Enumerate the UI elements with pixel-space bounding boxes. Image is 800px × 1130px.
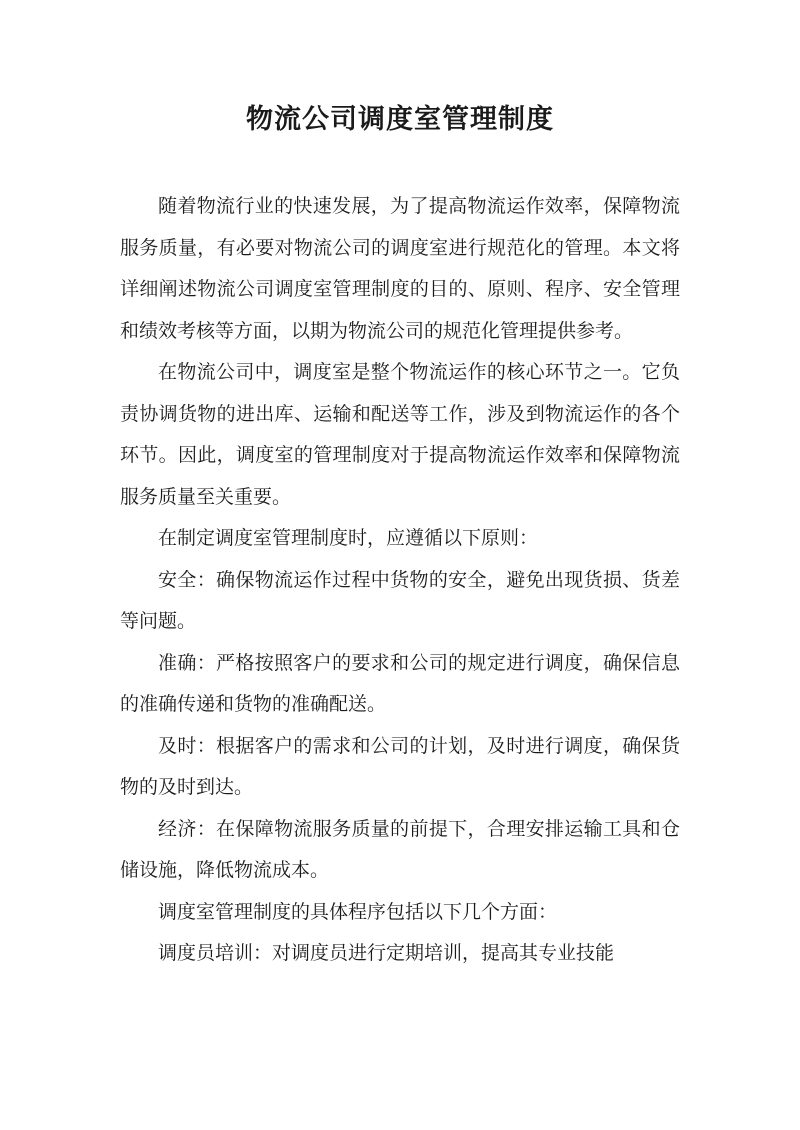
paragraph-role: 在物流公司中，调度室是整个物流运作的核心环节之一。它负责协调货物的进出库、运输和配送等工作，涉及到物流运作的各个环节。因此，调度室的管理制度对于提高物流运作效率和保障物流服务质量至关重要。 [120,361,680,508]
paragraph-procedure-training: 调度员培训：对调度员进行定期培训，提高其专业技能 [158,942,615,964]
paragraph-principle-timeliness: 及时：根据客户的需求和公司的计划，及时进行调度，确保货物的及时到达。 [120,734,680,798]
paragraph-intro: 随着物流行业的快速发展，为了提高物流运作效率，保障物流服务质量，有必要对物流公司的调度室进行规范化的管理。本文将详细阐述物流公司调度室管理制度的目的、原则、程序、安全管理和绩效考核等方面，以期为物流公司的规范化管理提供参考。 [120,195,680,342]
paragraph-principle-economy: 经济：在保障物流服务质量的前提下，合理安排运输工具和仓储设施，降低物流成本。 [120,817,680,881]
paragraph-principles-intro: 在制定调度室管理制度时，应遵循以下原则： [158,527,539,549]
document-body [120,186,680,975]
paragraph-procedures-intro: 调度室管理制度的具体程序包括以下几个方面： [158,900,558,923]
paragraph-principle-safety: 安全：确保物流运作过程中货物的安全，避免出现货损、货差等问题。 [120,568,680,632]
document-title: 物流公司调度室管理制度 [246,104,554,135]
paragraph-principle-accuracy: 准确：严格按照客户的要求和公司的规定进行调度，确保信息的准确传递和货物的准确配送。 [120,651,680,715]
